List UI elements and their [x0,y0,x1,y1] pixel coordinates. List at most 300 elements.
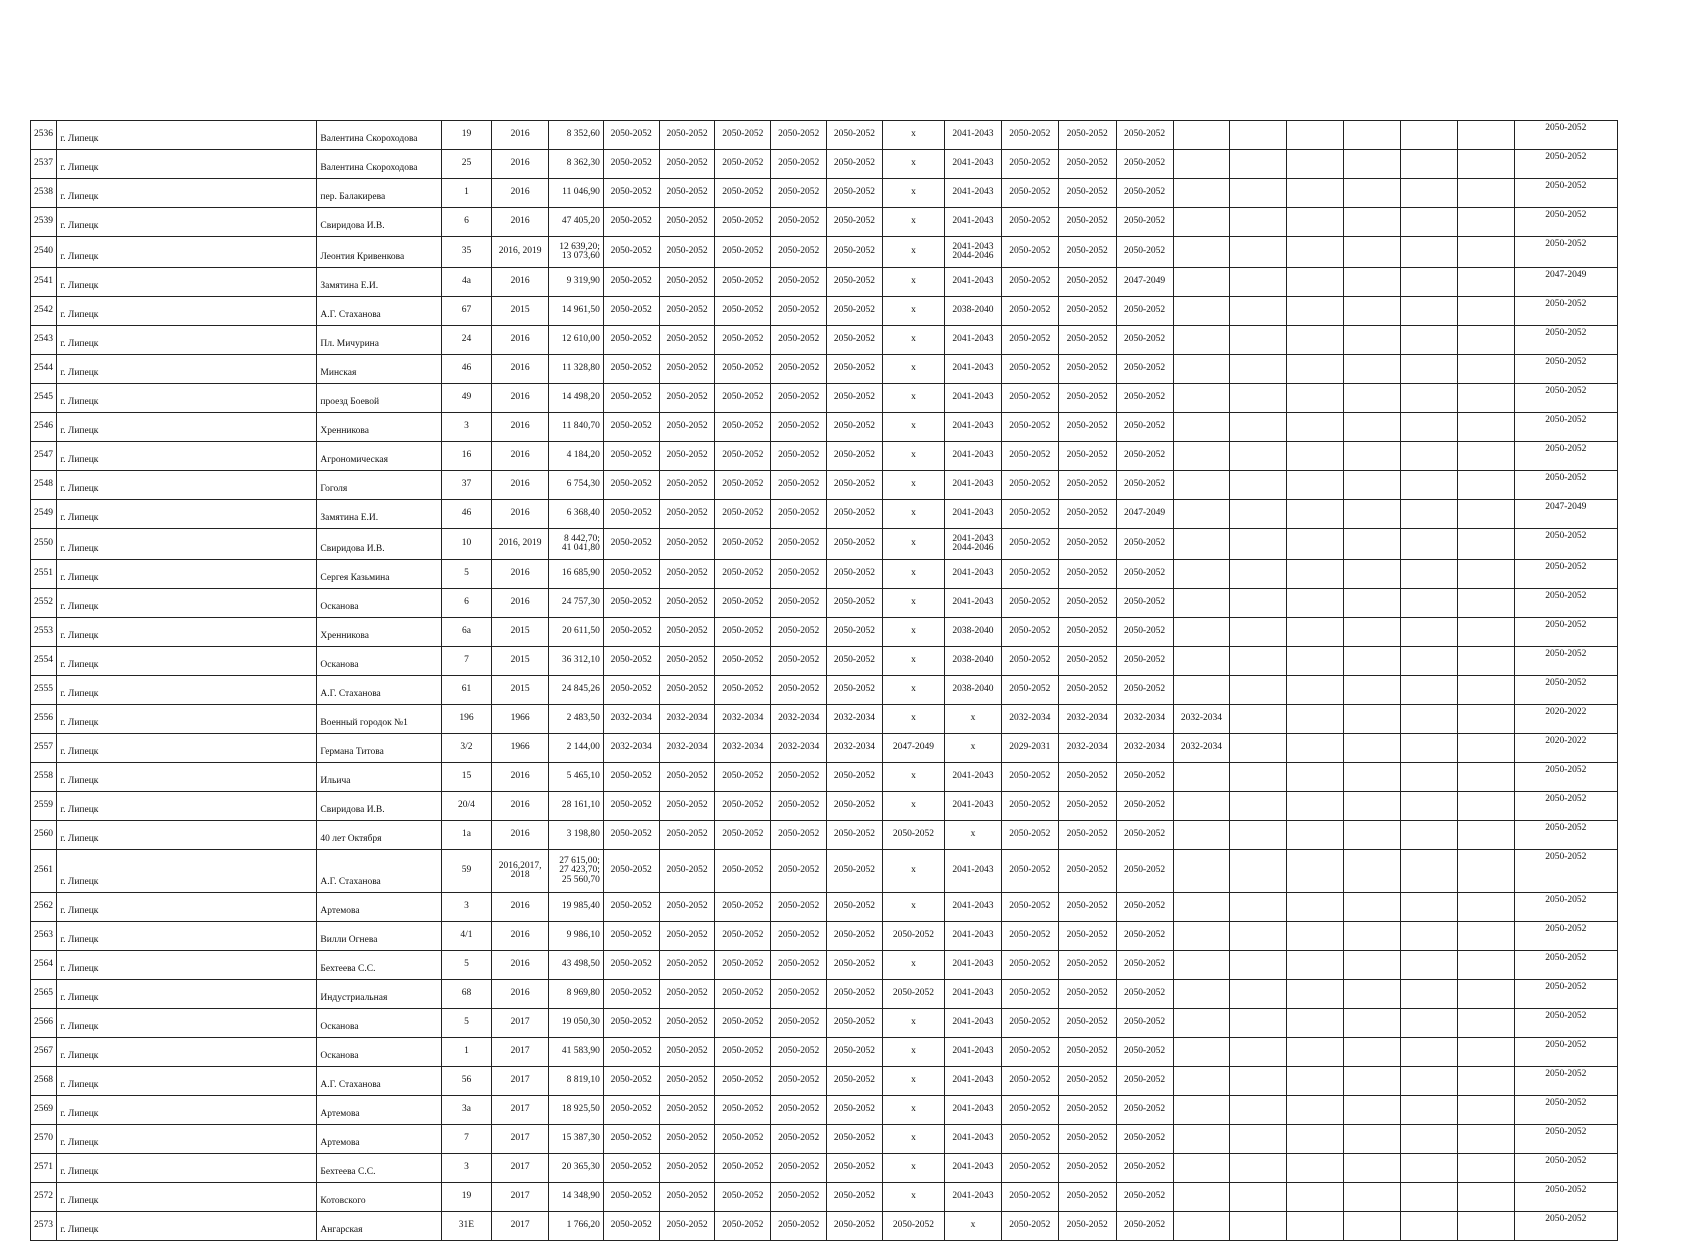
period-cell: 2050-2052 [771,237,827,268]
period-cell: 2032-2034 [827,705,883,734]
period-cell: 2050-2052 [1116,951,1173,980]
period-cell: 2050-2052 [827,589,883,618]
period-cell [1457,589,1514,618]
house-number-cell: 5 [441,1009,492,1038]
area-cell: 20 611,50 [549,618,604,647]
city-cell: г. Липецк [57,734,317,763]
period-cell: 2041-2043 [945,1125,1002,1154]
period-cell: 2050-2052 [603,676,659,705]
period-cell: 2050-2052 [771,150,827,179]
period-cell [1173,150,1230,179]
period-cell [1457,500,1514,529]
period-cell [1344,442,1401,471]
period-cell: 2050-2052 [1058,1009,1116,1038]
period-cell: x [882,297,944,326]
period-cell [1287,1067,1344,1096]
street-cell: проезд Боевой [317,384,441,413]
period-cell: x [945,705,1002,734]
period-cell [1173,1183,1230,1212]
period-cell: 2050-2052 [715,355,771,384]
city-cell: г. Липецк [57,618,317,647]
year-cell: 2017 [492,1154,549,1183]
period-cell [1344,179,1401,208]
period-cell: 2050-2052 [715,951,771,980]
period-cell: 2041-2043 2044-2046 [945,237,1002,268]
period-cell [1287,529,1344,560]
area-cell: 2 144,00 [549,734,604,763]
period-cell: 2050-2052 [603,179,659,208]
period-cell: 2050-2052 [1001,442,1058,471]
period-cell: 2050-2052 [1001,763,1058,792]
period-cell: 2050-2052 [771,268,827,297]
period-cell: 2050-2052 [715,1212,771,1241]
final-period-cell: 2050-2052 [1514,326,1617,355]
table-row [31,121,1618,150]
period-cell: 2050-2052 [1058,922,1116,951]
period-cell: 2050-2052 [1001,1009,1058,1038]
period-cell: 2050-2052 [771,442,827,471]
year-cell: 2016 [492,442,549,471]
year-cell: 2017 [492,1009,549,1038]
row-number: 2559 [31,792,57,821]
area-cell: 8 819,10 [549,1067,604,1096]
street-cell: Леонтия Кривенкова [317,237,441,268]
area-cell: 9 986,10 [549,922,604,951]
year-cell: 1966 [492,734,549,763]
period-cell: 2050-2052 [771,326,827,355]
period-cell: 2050-2052 [1001,500,1058,529]
period-cell: 2050-2052 [827,355,883,384]
period-cell: 2050-2052 [827,980,883,1009]
period-cell [1457,237,1514,268]
period-cell [1287,471,1344,500]
table-row [31,792,1618,821]
row-number: 2560 [31,821,57,850]
period-cell: 2050-2052 [1058,384,1116,413]
period-cell [1344,560,1401,589]
period-cell: 2050-2052 [827,297,883,326]
row-number: 2558 [31,763,57,792]
period-cell [1230,1154,1287,1183]
house-number-cell: 6 [441,589,492,618]
area-cell: 41 583,90 [549,1038,604,1067]
period-cell: x [882,647,944,676]
period-cell [1457,442,1514,471]
row-number: 2537 [31,150,57,179]
final-period-cell: 2050-2052 [1514,850,1617,893]
period-cell: 2050-2052 [1001,268,1058,297]
period-cell: 2050-2052 [827,471,883,500]
period-cell [1173,1038,1230,1067]
period-cell [1400,850,1457,893]
period-cell [1457,179,1514,208]
year-cell: 2016,2017, 2018 [492,850,549,893]
final-period-cell: 2050-2052 [1514,297,1617,326]
period-cell [1457,471,1514,500]
period-cell: 2050-2052 [1058,208,1116,237]
period-cell [1287,1183,1344,1212]
city-cell: г. Липецк [57,560,317,589]
row-number: 2565 [31,980,57,1009]
period-cell: 2050-2052 [1001,1038,1058,1067]
period-cell [1173,1067,1230,1096]
period-cell: 2041-2043 [945,1009,1002,1038]
period-cell [1457,529,1514,560]
period-cell [1457,792,1514,821]
area-cell: 24 845,26 [549,676,604,705]
period-cell: 2050-2052 [1001,821,1058,850]
period-cell [1400,413,1457,442]
period-cell: 2032-2034 [715,734,771,763]
year-cell: 1966 [492,705,549,734]
year-cell: 2017 [492,1067,549,1096]
city-cell: г. Липецк [57,355,317,384]
city-cell: г. Липецк [57,208,317,237]
period-cell: 2050-2052 [715,647,771,676]
period-cell: 2050-2052 [659,529,715,560]
period-cell [1344,500,1401,529]
period-cell: 2050-2052 [771,792,827,821]
period-cell: 2050-2052 [1116,121,1173,150]
period-cell [1457,1125,1514,1154]
period-cell: 2050-2052 [659,922,715,951]
area-cell: 6 754,30 [549,471,604,500]
area-cell: 47 405,20 [549,208,604,237]
table-row [31,326,1618,355]
final-period-cell: 2050-2052 [1514,821,1617,850]
period-cell: 2050-2052 [1116,355,1173,384]
city-cell: г. Липецк [57,676,317,705]
period-cell: 2041-2043 [945,471,1002,500]
period-cell [1457,1038,1514,1067]
city-cell: г. Липецк [57,1096,317,1125]
period-cell: 2050-2052 [1116,442,1173,471]
period-cell [1457,893,1514,922]
period-cell: 2050-2052 [771,980,827,1009]
period-cell: 2050-2052 [1001,1067,1058,1096]
street-cell: Осканова [317,589,441,618]
street-cell: А.Г. Стаханова [317,676,441,705]
period-cell [1230,150,1287,179]
period-cell [1400,734,1457,763]
final-period-cell: 2050-2052 [1514,922,1617,951]
period-cell: 2050-2052 [771,297,827,326]
period-cell: 2050-2052 [771,1125,827,1154]
period-cell: 2050-2052 [715,1183,771,1212]
period-cell [1173,529,1230,560]
period-cell: 2050-2052 [659,792,715,821]
period-cell: 2038-2040 [945,676,1002,705]
period-cell: x [882,208,944,237]
period-cell: 2050-2052 [715,922,771,951]
street-cell: Хренникова [317,413,441,442]
period-cell: 2050-2052 [603,268,659,297]
period-cell: 2050-2052 [827,1125,883,1154]
period-cell: 2050-2052 [603,1154,659,1183]
period-cell: 2041-2043 [945,589,1002,618]
period-cell: 2050-2052 [1116,1096,1173,1125]
period-cell: 2050-2052 [1001,355,1058,384]
period-cell: 2050-2052 [1001,384,1058,413]
year-cell: 2016 [492,121,549,150]
period-cell [1230,1183,1287,1212]
period-cell: x [882,850,944,893]
period-cell: 2050-2052 [827,850,883,893]
period-cell: 2032-2034 [1058,705,1116,734]
period-cell: 2050-2052 [1001,893,1058,922]
period-cell [1173,121,1230,150]
housing-repair-schedule-table [30,120,1618,1241]
city-cell: г. Липецк [57,893,317,922]
period-cell [1400,471,1457,500]
period-cell: 2032-2034 [771,734,827,763]
area-cell: 12 639,20; 13 073,60 [549,237,604,268]
period-cell [1287,150,1344,179]
period-cell [1287,355,1344,384]
period-cell: 2050-2052 [827,560,883,589]
period-cell: 2050-2052 [715,850,771,893]
final-period-cell: 2050-2052 [1514,442,1617,471]
table-body [31,121,1618,1241]
house-number-cell: 4а [441,268,492,297]
period-cell [1400,1125,1457,1154]
period-cell: 2050-2052 [1116,1212,1173,1241]
period-cell [1457,763,1514,792]
period-cell: 2050-2052 [659,893,715,922]
period-cell: x [882,1096,944,1125]
table-row [31,951,1618,980]
city-cell: г. Липецк [57,1212,317,1241]
period-cell [1287,297,1344,326]
period-cell: 2050-2052 [715,1067,771,1096]
house-number-cell: 1 [441,179,492,208]
table-row [31,268,1618,297]
period-cell: 2050-2052 [771,121,827,150]
city-cell: г. Липецк [57,922,317,951]
period-cell [1344,355,1401,384]
street-cell: Замятина Е.И. [317,268,441,297]
final-period-cell: 2050-2052 [1514,237,1617,268]
period-cell [1344,1067,1401,1096]
period-cell [1344,589,1401,618]
period-cell: 2050-2052 [827,1038,883,1067]
period-cell: 2050-2052 [1001,647,1058,676]
street-cell: Вилли Огнева [317,922,441,951]
final-period-cell: 2050-2052 [1514,647,1617,676]
period-cell: 2050-2052 [1001,297,1058,326]
period-cell [1287,560,1344,589]
period-cell: 2050-2052 [1001,1183,1058,1212]
period-cell: 2050-2052 [1058,1154,1116,1183]
period-cell: 2032-2034 [715,705,771,734]
period-cell: 2050-2052 [771,676,827,705]
period-cell [1400,1183,1457,1212]
period-cell [1457,850,1514,893]
area-cell: 8 442,70; 41 041,80 [549,529,604,560]
period-cell: 2050-2052 [1116,560,1173,589]
period-cell: 2032-2034 [1001,705,1058,734]
period-cell: 2050-2052 [603,1067,659,1096]
street-cell: Бехтеева С.С. [317,1154,441,1183]
period-cell: 2050-2052 [1058,893,1116,922]
period-cell: 2032-2034 [1116,734,1173,763]
area-cell: 11 840,70 [549,413,604,442]
period-cell [1287,1125,1344,1154]
period-cell: 2050-2052 [659,951,715,980]
period-cell: 2050-2052 [1116,647,1173,676]
period-cell: 2041-2043 [945,326,1002,355]
year-cell: 2016 [492,150,549,179]
period-cell: 2050-2052 [1116,179,1173,208]
period-cell [1230,893,1287,922]
table-row [31,734,1618,763]
period-cell [1230,268,1287,297]
period-cell [1230,850,1287,893]
year-cell: 2016 [492,951,549,980]
period-cell: 2050-2052 [603,121,659,150]
table-row [31,355,1618,384]
period-cell: 2032-2034 [603,705,659,734]
period-cell [1287,980,1344,1009]
period-cell: x [945,1212,1002,1241]
period-cell: 2050-2052 [603,763,659,792]
area-cell: 19 985,40 [549,893,604,922]
period-cell: 2038-2040 [945,297,1002,326]
row-number: 2554 [31,647,57,676]
period-cell [1400,980,1457,1009]
period-cell: 2050-2052 [603,355,659,384]
period-cell [1457,951,1514,980]
period-cell: 2050-2052 [1058,1038,1116,1067]
period-cell [1173,355,1230,384]
period-cell: 2050-2052 [771,1154,827,1183]
period-cell [1230,676,1287,705]
period-cell: x [882,589,944,618]
period-cell [1287,792,1344,821]
year-cell: 2016 [492,384,549,413]
period-cell [1344,208,1401,237]
period-cell [1173,326,1230,355]
row-number: 2538 [31,179,57,208]
period-cell: 2050-2052 [1001,1096,1058,1125]
house-number-cell: 59 [441,850,492,893]
city-cell: г. Липецк [57,1009,317,1038]
street-cell: Хренникова [317,618,441,647]
period-cell [1344,237,1401,268]
final-period-cell: 2050-2052 [1514,208,1617,237]
period-cell [1400,922,1457,951]
street-cell: Минская [317,355,441,384]
period-cell [1173,589,1230,618]
period-cell [1457,121,1514,150]
period-cell: 2050-2052 [1058,850,1116,893]
period-cell: 2032-2034 [1173,734,1230,763]
final-period-cell: 2050-2052 [1514,560,1617,589]
year-cell: 2017 [492,1183,549,1212]
house-number-cell: 5 [441,951,492,980]
period-cell [1400,1154,1457,1183]
row-number: 2566 [31,1009,57,1038]
period-cell: 2050-2052 [1001,589,1058,618]
final-period-cell: 2050-2052 [1514,529,1617,560]
period-cell [1173,676,1230,705]
final-period-cell: 2050-2052 [1514,763,1617,792]
period-cell: 2050-2052 [715,1125,771,1154]
area-cell: 12 610,00 [549,326,604,355]
period-cell: 2050-2052 [1058,951,1116,980]
period-cell [1287,763,1344,792]
area-cell: 4 184,20 [549,442,604,471]
period-cell [1173,442,1230,471]
year-cell: 2016 [492,980,549,1009]
period-cell: 2050-2052 [1058,821,1116,850]
period-cell: 2041-2043 [945,384,1002,413]
city-cell: г. Липецк [57,384,317,413]
city-cell: г. Липецк [57,589,317,618]
period-cell [1457,355,1514,384]
final-period-cell: 2020-2022 [1514,734,1617,763]
final-period-cell: 2047-2049 [1514,268,1617,297]
period-cell [1400,560,1457,589]
period-cell [1230,792,1287,821]
period-cell: 2050-2052 [1001,1212,1058,1241]
period-cell: 2050-2052 [827,951,883,980]
street-cell: Осканова [317,1009,441,1038]
period-cell: 2050-2052 [603,1096,659,1125]
period-cell [1230,647,1287,676]
period-cell [1230,442,1287,471]
year-cell: 2016 [492,922,549,951]
period-cell: 2050-2052 [1116,471,1173,500]
final-period-cell: 2050-2052 [1514,413,1617,442]
period-cell: 2050-2052 [659,980,715,1009]
period-cell: 2050-2052 [1001,529,1058,560]
period-cell [1173,922,1230,951]
house-number-cell: 56 [441,1067,492,1096]
period-cell: 2038-2040 [945,618,1002,647]
table-row [31,1038,1618,1067]
period-cell [1287,589,1344,618]
period-cell: 2050-2052 [659,1038,715,1067]
period-cell [1173,297,1230,326]
period-cell: 2050-2052 [715,442,771,471]
period-cell [1287,326,1344,355]
period-cell: 2050-2052 [715,179,771,208]
period-cell: 2050-2052 [659,763,715,792]
house-number-cell: 15 [441,763,492,792]
row-number: 2536 [31,121,57,150]
period-cell [1173,951,1230,980]
area-cell: 1 766,20 [549,1212,604,1241]
period-cell [1230,922,1287,951]
house-number-cell: 25 [441,150,492,179]
period-cell [1287,676,1344,705]
period-cell: 2050-2052 [603,647,659,676]
period-cell: x [882,471,944,500]
period-cell: 2050-2052 [715,1038,771,1067]
period-cell [1230,763,1287,792]
period-cell: 2050-2052 [1116,792,1173,821]
row-number: 2544 [31,355,57,384]
house-number-cell: 7 [441,647,492,676]
period-cell: 2050-2052 [882,1212,944,1241]
period-cell: 2032-2034 [827,734,883,763]
street-cell: Свиридова И.В. [317,792,441,821]
period-cell [1400,442,1457,471]
row-number: 2564 [31,951,57,980]
period-cell [1344,792,1401,821]
area-cell: 18 925,50 [549,1096,604,1125]
